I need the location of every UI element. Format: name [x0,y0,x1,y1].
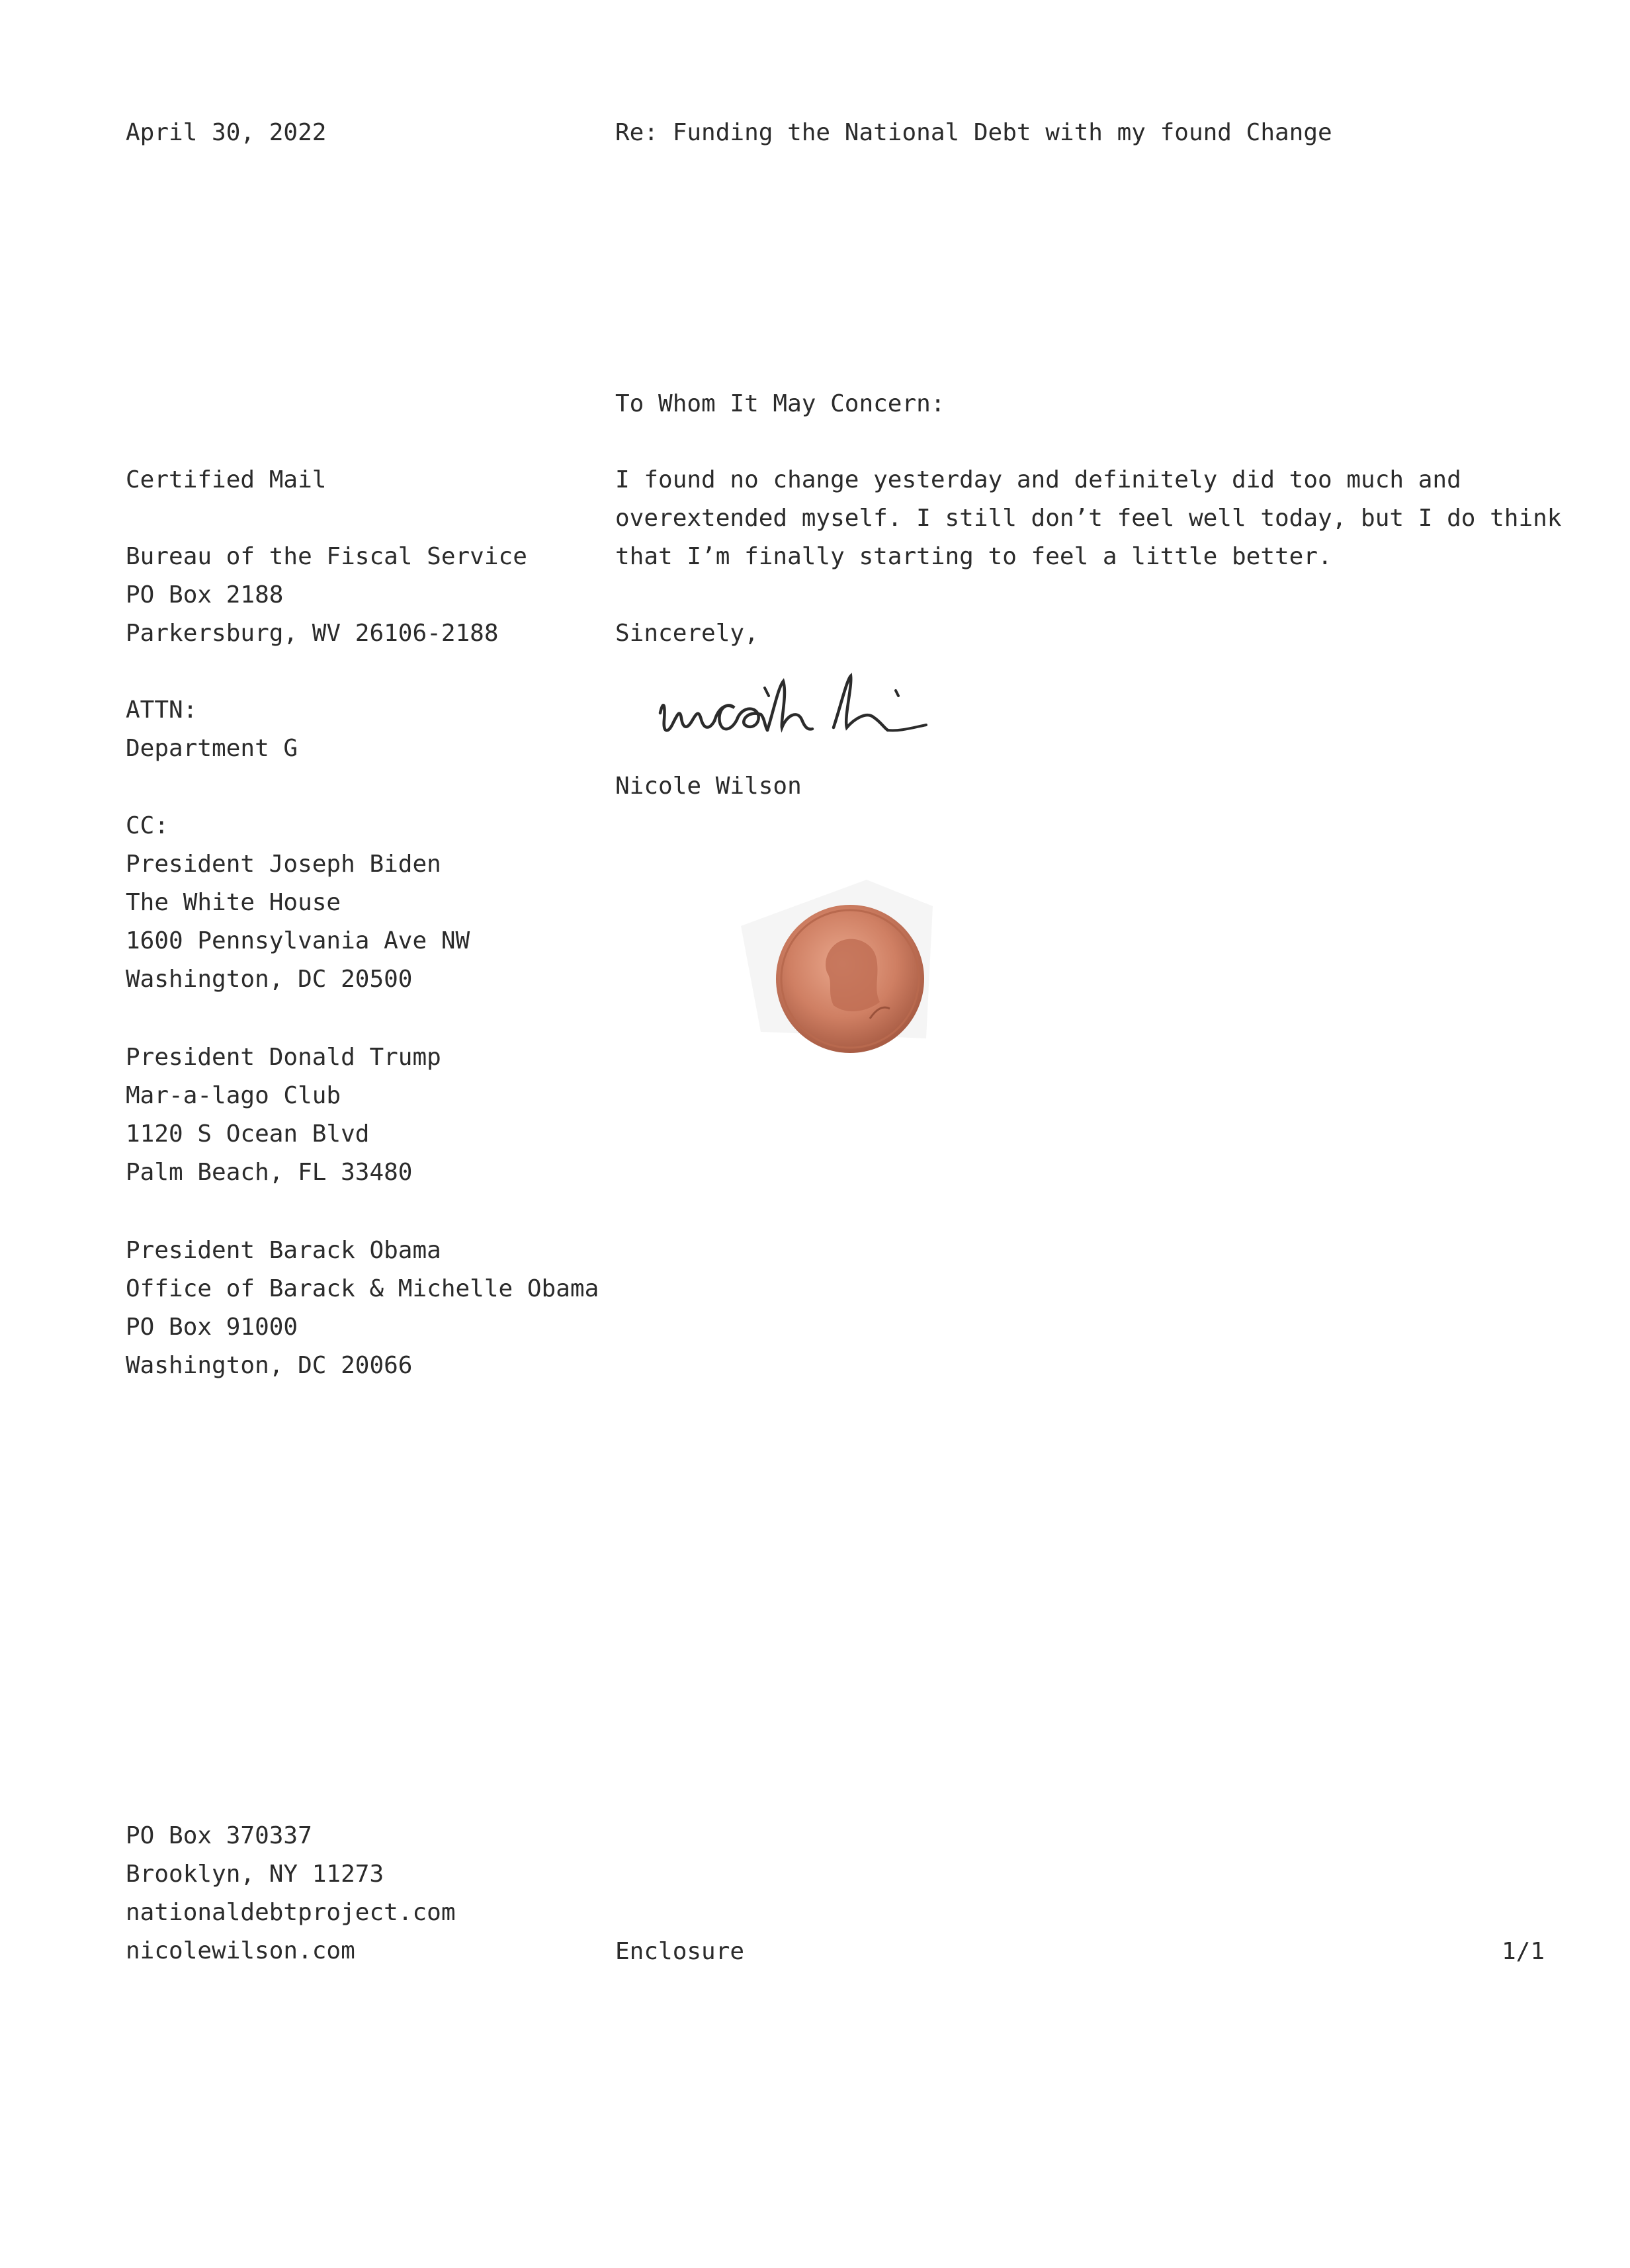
body-line: that I’m finally starting to feel a little better. [615,543,1332,570]
cc-line: 1600 Pennsylvania Ave NW [126,927,470,954]
closing: Sincerely, [615,620,759,647]
cc-line: PO Box 91000 [126,1314,298,1341]
cc-label: CC: [126,812,169,839]
cc-line: Washington, DC 20500 [126,966,413,993]
body-line: I found no change yesterday and definitely did too much and [615,466,1461,493]
address-line: Bureau of the Fiscal Service [126,543,527,570]
signature-image [648,661,992,761]
sender-line: nicolewilson.com [126,1937,355,1964]
cc-address-obama [126,1232,599,1385]
letter-date: April 30, 2022 [126,119,327,146]
cc-line: Washington, DC 20066 [126,1352,413,1379]
signer-name: Nicole Wilson [615,773,802,800]
recipient-address [126,538,527,653]
mailing-method: Certified Mail [126,466,327,493]
attn-block [126,691,298,768]
cc-line: President Barack Obama [126,1237,441,1264]
cc-line: 1120 S Ocean Blvd [126,1120,370,1148]
cc-line: The White House [126,889,341,916]
letter-body [615,461,1561,576]
cc-line: President Joseph Biden [126,851,441,878]
cc-line: Office of Barack & Michelle Obama [126,1275,599,1302]
cc-line: President Donald Trump [126,1044,441,1071]
sender-line: PO Box 370337 [126,1822,312,1849]
cc-address-trump [126,1038,441,1192]
sender-line: nationaldebtproject.com [126,1899,456,1926]
body-line: overextended myself. I still don’t feel well today, but I do think [615,505,1562,532]
sender-address [126,1817,456,1970]
cc-line: Mar-a-lago Club [126,1082,341,1109]
penny-coin-image [734,866,946,1078]
page-number: 1/1 [1502,1938,1545,1965]
sender-line: Brooklyn, NY 11273 [126,1861,384,1888]
enclosure-label: Enclosure [615,1938,745,1965]
address-line: Parkersburg, WV 26106-2188 [126,620,499,647]
salutation: To Whom It May Concern: [615,390,945,417]
subject-line: Re: Funding the National Debt with my found Change [615,119,1332,146]
cc-line: Palm Beach, FL 33480 [126,1159,413,1186]
address-line: PO Box 2188 [126,581,284,609]
attn-department: Department G [126,735,298,762]
attn-label: ATTN: [126,696,198,724]
cc-block [126,807,470,999]
